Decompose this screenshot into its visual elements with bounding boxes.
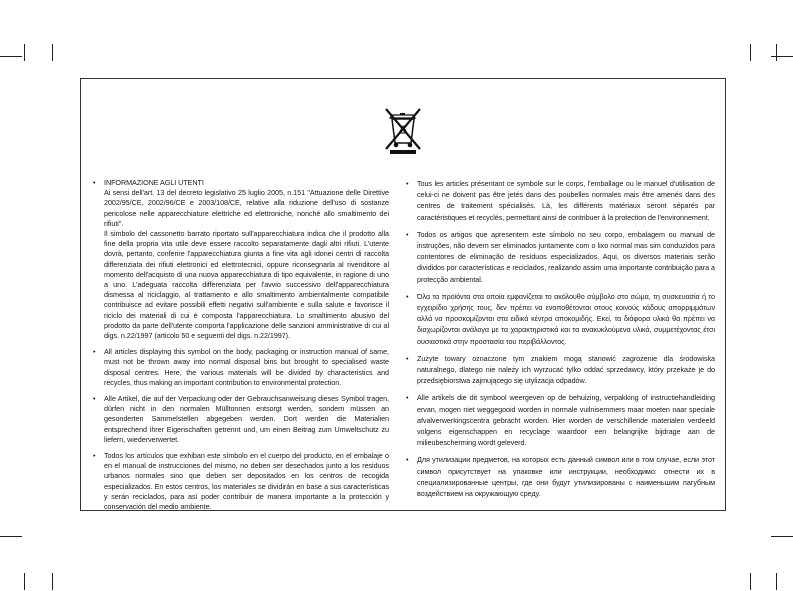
crop-mark xyxy=(52,44,53,61)
crop-mark xyxy=(52,573,53,590)
notice-spanish: • Todos los artículos que exhiban este símbolo en el cuerpo del producto, en el embalaje o en el manual de instrucciones del mismo, no deben ser desechados junto a los residuos urbanos normales sino que deben ser depositados en los centros de recogida especializados. En estos centros, los materiales se dividirán en base a sus características y serán reciclados, para así poder contribuir de manera importante a la protección y conservación del medio ambiente. xyxy=(92,451,389,512)
notice-russian: • Для утилизации предметов, на которых есть данный символ или в том случае, если этот символ присутствует на упаковке или инструкции, необходимо: отнести их в специализированные центры, где они будут утилизированы с наименьшим пагубным воздействием на окружающую среду. xyxy=(405,454,715,499)
notice-english: • All articles displaying this symbol on the body, packaging or instruction manual of same, must not be thrown away into normal disposal bins but brought to specialised waste disposal centres. Here, the various materials will be divided by characteristics and recycles, thus making an important contribution to environmental protection. xyxy=(92,347,389,388)
crop-mark xyxy=(24,44,25,61)
weee-notice-panel xyxy=(80,78,726,511)
crossed-out-wheelie-bin-icon xyxy=(380,103,426,155)
notice-italian xyxy=(92,178,389,341)
notice-dutch: • Alle artikels die dit symbool weergeven op de behuizing, verpakking of instructiehandleiding ervan, mogen niet weggegooid worden in normale vuilnisemmers maar moeten naar speciale afvalverwerkingscentra gebracht worden. Hier worden de verschillende materialen verdeeld volgens eigenschappen en recyclage waardoor een belangrijke bijdrage aan de milieubescherming wordt geleverd. xyxy=(405,392,715,448)
notice-portuguese: • Todos os artigos que apresentem este símbolo no seu corpo, embalagem ou manual de instruções, não devem ser eliminados juntamente com o lixo normal mas sim conduzidos para contentores de eliminação de resíduos especializados. Aqui, os diversos materiais serão divididos por características e reciclados, realizando assim uma importante contribuição para a protecção ambiental. xyxy=(405,229,715,285)
notice-italian-p1: Ai sensi dell'art. 13 del decreto legislativo 25 luglio 2005, n.151 "Attuazione delle Direttive 2002/95/CE, 2002/96/CE e 2003/108/CE, relative alla riduzione dell'uso di sostanze pericolose nelle apparecchiature elettriche ed elettroniche, nonché allo smaltimento dei rifiuti". xyxy=(104,188,389,228)
notice-french: • Tous les articles présentant ce symbole sur le corps, l'emballage ou le manuel d'utilisation de celui-ci ne doivent pas être jetés dans des poubelles normales mais être amenés dans des centres de traitement spécialisés. Là, les différents matériaux seront séparés par caractéristiques et recyclés, permettant ainsi de contribuer à la protection de l'environnement. xyxy=(405,178,715,223)
notice-greek: • Όλα τα προϊόντα στα οποία εμφανίζεται το ακόλουθο σύμβολο στο σώμα, τη συσκευασία ή το εγχειρίδιο χρήσης τους, δεν πρέπει να εναποθέτονται στους κοινούς κάδους απορριμμάτων αλλά να προσκομίζονται στα ειδικά κέντρα αποκομιδής. Εκεί, τα διάφορα υλικά θα πρέπει να διαχωρίζονται ανάλογα με τα χαρακτηριστικά και τα ανακυκλούμενα υλικά, συμμετέχοντας έτσι ουσιαστικά στην προστασία του περιβάλλοντος. xyxy=(405,291,715,347)
crop-mark xyxy=(750,573,751,590)
crop-mark xyxy=(750,44,751,61)
crop-mark xyxy=(0,56,22,57)
crop-mark xyxy=(0,536,22,537)
notice-italian-title: • INFORMAZIONE AGLI UTENTI xyxy=(104,178,204,187)
notice-column-left xyxy=(92,178,389,518)
notice-polish: • Zużyte towary oznaczone tym znakiem mogą stanowić zagrożenie dla środowiska naturalnego, dlatego nie należy ich wyrzucać tylko oddać sprzedawcy, który przekaże je do przedsiębiorstwa zajmującego się utylizacja odpadów. xyxy=(405,353,715,387)
crop-mark xyxy=(776,573,777,590)
crop-mark xyxy=(776,44,777,61)
crop-mark xyxy=(771,536,793,537)
notice-german: • Alle Artikel, die auf der Verpackung oder der Gebrauchsanweisung dieses Symbol tragen, dürfen nicht in den normalen Mülltonnen entsorgt werden, sondern müssen an gesonderten Sammelstellen abgegeben werden. Dort werden die Materialien entsprechend ihrer Eigenschaften getrennt und, um einen Beitrag zum Umweltschutz zu liefern, wiederverwertet. xyxy=(92,394,389,445)
notice-italian-p2: Il simbolo del cassonetto barrato riportato sull'apparecchiatura indica che il prodotto alla fine della propria vita utile deve essere raccolto separatamente dagli altri rifiuti. L'utente dovrà, pertanto, conferire l'apparecchiatura giunta a fine vita agli idonei centri di raccolta differenziata dei rifiuti elettronici ed elettrotecnici, oppure riconsegnarla al rivenditore al momento dell'acquisto di una nuova apparecchiatura di tipo equivalente, in ragione di uno a uno. L'adeguata raccolta differenziata per l'avvio successivo dell'apparecchiatura dismessa al riciclaggio, al trattamento e allo smaltimento ambientalmente compatibile contribuisce ad evitare possibili effetti negativi sull'ambiente e sulla salute e favorisce il riciclo dei materiali di cui è composta l'apparecchiatura. Lo smaltimento abusivo del prodotto da parte dell'utente comporta l'applicazione delle sanzioni amministrative di cui al digs. n.22/1997 (articolo 50 e seguenti del digs. n.22/1997). xyxy=(104,229,389,341)
notice-column-right xyxy=(405,178,715,505)
crop-mark xyxy=(24,573,25,590)
crop-mark xyxy=(771,56,793,57)
